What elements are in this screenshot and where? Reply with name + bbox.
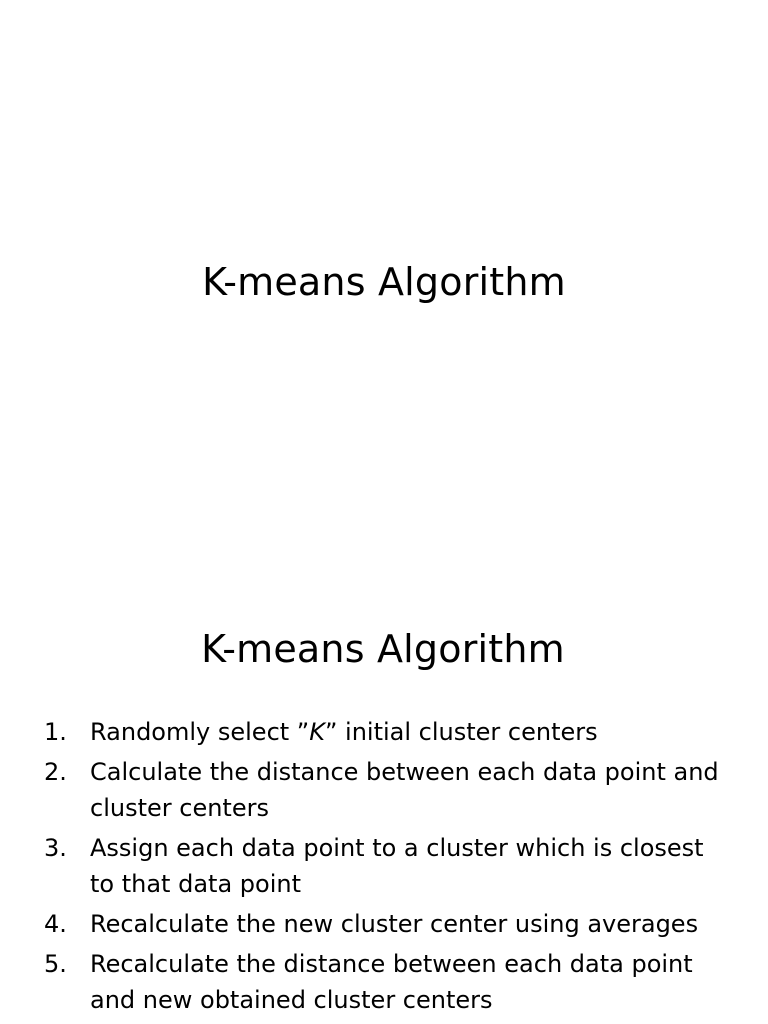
step-text bbox=[90, 714, 734, 750]
step-text: Recalculate the distance between each data point and new obtained cluster centers bbox=[90, 950, 693, 1014]
step-text-k: K bbox=[309, 718, 325, 746]
algorithm-steps-list bbox=[44, 714, 734, 1022]
step-text-suffix: ” initial cluster centers bbox=[324, 718, 598, 746]
step-text: Recalculate the new cluster center using averages bbox=[90, 910, 699, 938]
list-item bbox=[44, 714, 734, 750]
step-text: Assign each data point to a cluster which is closest to that data point bbox=[90, 834, 704, 898]
list-item bbox=[44, 906, 734, 942]
content-slide-heading: K-means Algorithm bbox=[201, 627, 565, 671]
step-text: Calculate the distance between each data point and cluster centers bbox=[90, 758, 719, 822]
step-number: 3. bbox=[44, 834, 67, 862]
list-item bbox=[44, 946, 734, 1018]
step-number: 5. bbox=[44, 950, 67, 978]
content-slide bbox=[0, 512, 768, 1024]
step-number: 1. bbox=[44, 718, 67, 746]
list-item bbox=[44, 754, 734, 826]
list-item bbox=[44, 830, 734, 902]
step-text-prefix: Randomly select ” bbox=[90, 718, 310, 746]
title-slide-heading: K-means Algorithm bbox=[202, 260, 566, 304]
step-number: 4. bbox=[44, 910, 67, 938]
step-number: 2. bbox=[44, 758, 67, 786]
